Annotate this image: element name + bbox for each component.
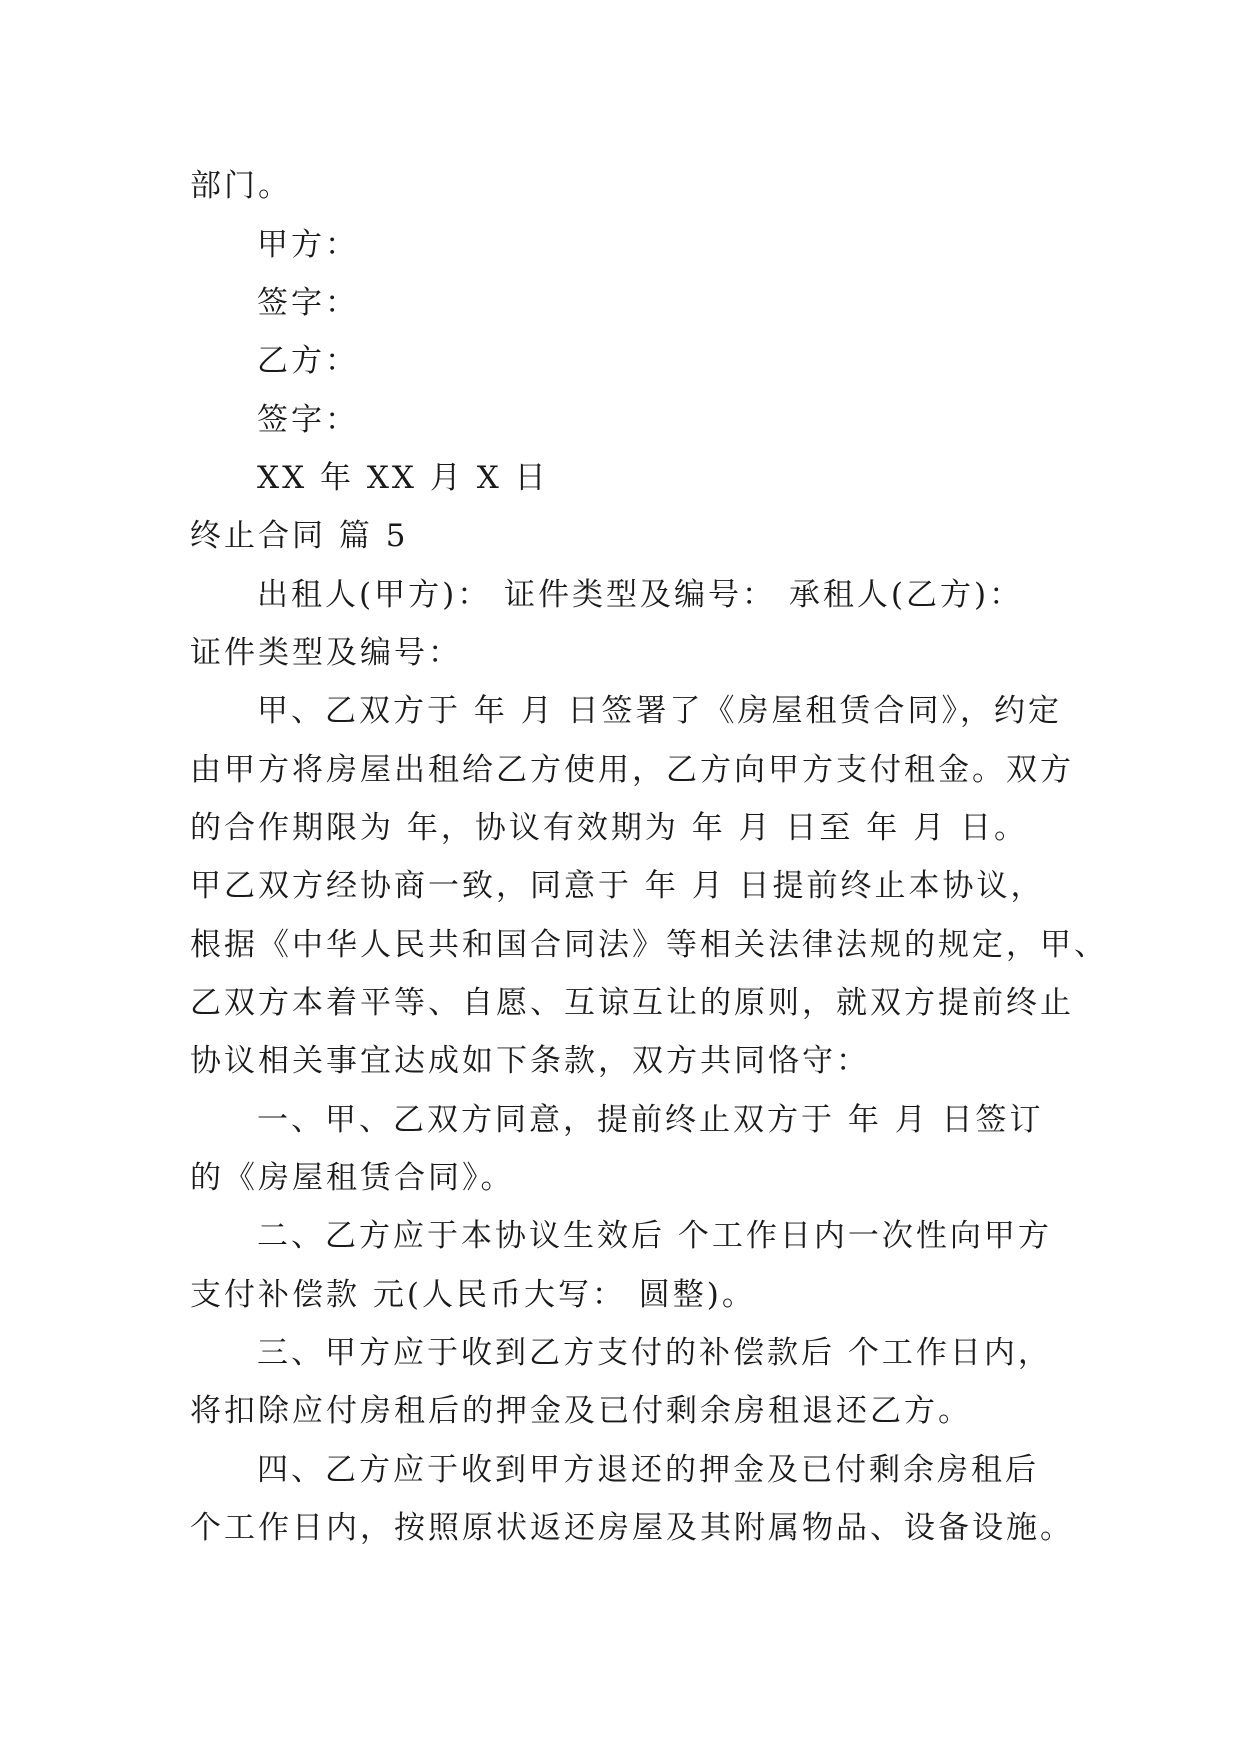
signature-label: 签字：	[257, 285, 359, 321]
text-line: 乙双方本着平等、自愿、互谅互让的原则，就双方提前终止	[190, 985, 1074, 1021]
text-line: 的合作期限为 年，协议有效期为 年 月 日至 年 月 日。	[190, 810, 1028, 846]
clause-3: 三、甲方应于收到乙方支付的补偿款后 个工作日内，	[257, 1335, 1052, 1371]
section-title: 终止合同 篇 5	[190, 518, 409, 554]
text-line: 甲、乙双方于 年 月 日签署了《房屋租赁合同》，约定	[257, 693, 1063, 729]
clause-1: 一、甲、乙双方同意，提前终止双方于 年 月 日签订	[257, 1102, 1044, 1138]
text-line: 个工作日内，按照原状返还房屋及其附属物品、设备设施。	[190, 1510, 1074, 1546]
clause-2: 二、乙方应于本协议生效后 个工作日内一次性向甲方	[257, 1218, 1052, 1254]
text-line: 部门。	[190, 168, 292, 204]
text-line: 支付补偿款 元(人民币大写： 圆整)。	[190, 1277, 756, 1313]
text-line: 根据《中华人民共和国合同法》等相关法律法规的规定，甲、	[190, 927, 1108, 963]
signature-label: 签字：	[257, 402, 359, 438]
text-line: 的《房屋租赁合同》。	[190, 1160, 515, 1196]
text-line: 出租人(甲方)： 证件类型及编号： 承租人(乙方)：	[257, 577, 1024, 613]
text-line: 由甲方将房屋出租给乙方使用，乙方向甲方支付租金。双方	[190, 752, 1074, 788]
party-a-label: 甲方：	[257, 227, 359, 263]
text-line: 甲乙双方经协商一致，同意于 年 月 日提前终止本协议，	[190, 868, 1045, 904]
text-line: 协议相关事宜达成如下条款，双方共同恪守：	[190, 1043, 870, 1079]
text-line: 将扣除应付房租后的押金及已付剩余房租退还乙方。	[190, 1393, 972, 1429]
party-b-label: 乙方：	[257, 343, 359, 379]
clause-4: 四、乙方应于收到甲方退还的押金及已付剩余房租后	[257, 1452, 1039, 1488]
text-line: 证件类型及编号：	[190, 635, 462, 671]
date-line: XX 年 XX 月 X 日	[257, 460, 549, 496]
